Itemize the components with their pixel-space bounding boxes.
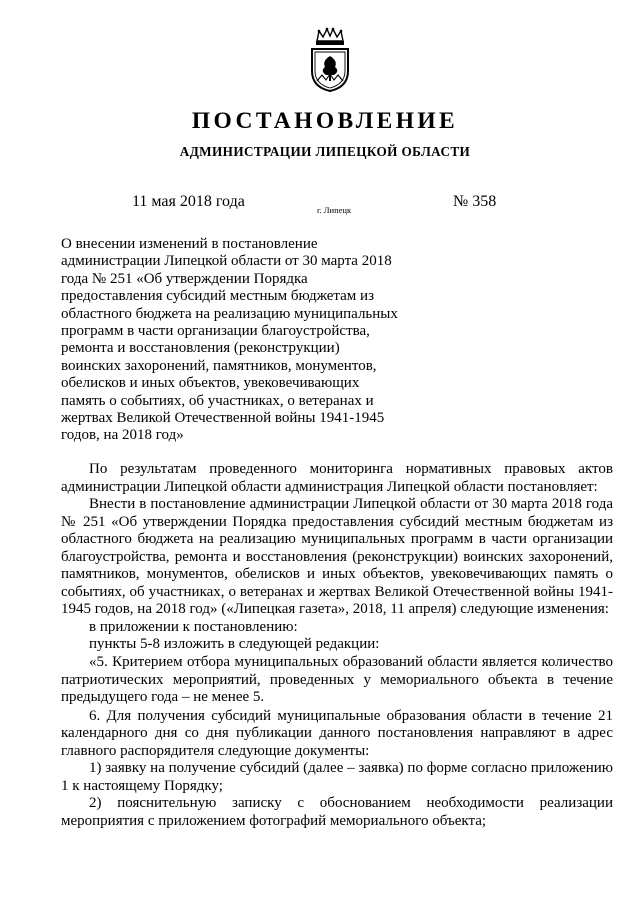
subject-line: О внесении изменений в постановление [61,236,318,252]
subject-line: программ в части организации благоустройства, [61,323,370,340]
subject-line: года № 251 «Об утверждении Порядка [61,270,308,287]
body-paragraph: Внести в постановление администрации Липецкой области от 30 марта 2018 года № 251 «Об утверждении Порядка предоставления субсидий местным бюджетам из областного бюджета на реализацию муниципальных программ в части организации благоустройства, ремонта и восстановления (реконструкции) воинских захоронений, памятников, монументов, обелисков и иных объектов, увековечивающих память о событиях, об участниках, о ветеранах и жертвах Великой Отечественной войны 1941-1945 годов, на 2018 год» («Липецкая газета», 2018, 11 апреля) следующие изменения: [61,496,613,618]
body-paragraph: пункты 5-8 изложить в следующей редакции: [89,636,380,653]
document-subject [61,236,406,445]
body-paragraph: 1) заявку на получение субсидий (далее – заявка) по форме согласно приложению 1 к настоящему Порядку; [61,760,613,794]
subject-line: память о событиях, об участниках, о ветеранах и [61,392,374,409]
subject-line: ремонта и восстановления (реконструкции) [61,340,340,357]
body-paragraph: 6. Для получения субсидий муниципальные образования области в течение 21 календарного дня со дня публикации данного постановления направляют в адрес главного распорядителя следующие документы: [61,707,613,759]
subject-line: воинских захоронений, памятников, монументов, [61,357,377,374]
issuing-authority: АДМИНИСТРАЦИИ ЛИПЕЦКОЙ ОБЛАСТИ [179,144,471,159]
body-paragraph: в приложении к постановлению: [89,618,298,635]
document-body [61,461,613,830]
document-date: 11 мая 2018 года [132,193,245,210]
body-paragraph: По результатам проведенного мониторинга нормативных правовых актов администрации Липецкой области администрация Липецкой области постановляет: [61,461,613,495]
document-title: ПОСТАНОВЛЕНИЕ [191,108,459,134]
document-city: г. Липецк [317,205,352,215]
body-paragraph: «5. Критерием отбора муниципальных образований области является количество патриотических мероприятий, проведенных у мемориального объекта в течение предыдущего года – не менее 5. [61,654,613,706]
subject-line: областного бюджета на реализацию муниципальных [61,305,398,322]
subject-line: обелисков и иных объектов, увековечивающих [61,375,360,392]
subject-line: годов, на 2018 год» [61,427,184,444]
coat-of-arms-icon [308,27,352,93]
subject-line: предоставления субсидий местным бюджетам из [61,288,375,305]
subject-line: жертвах Великой Отечественной войны 1941-1945 [61,410,385,427]
subject-line: администрации Липецкой области от 30 марта 2018 [61,253,392,270]
body-paragraph: 2) пояснительную записку с обоснованием необходимости реализации мероприятия с приложением фотографий мемориального объекта; [61,795,613,829]
document-number: № 358 [453,193,497,210]
